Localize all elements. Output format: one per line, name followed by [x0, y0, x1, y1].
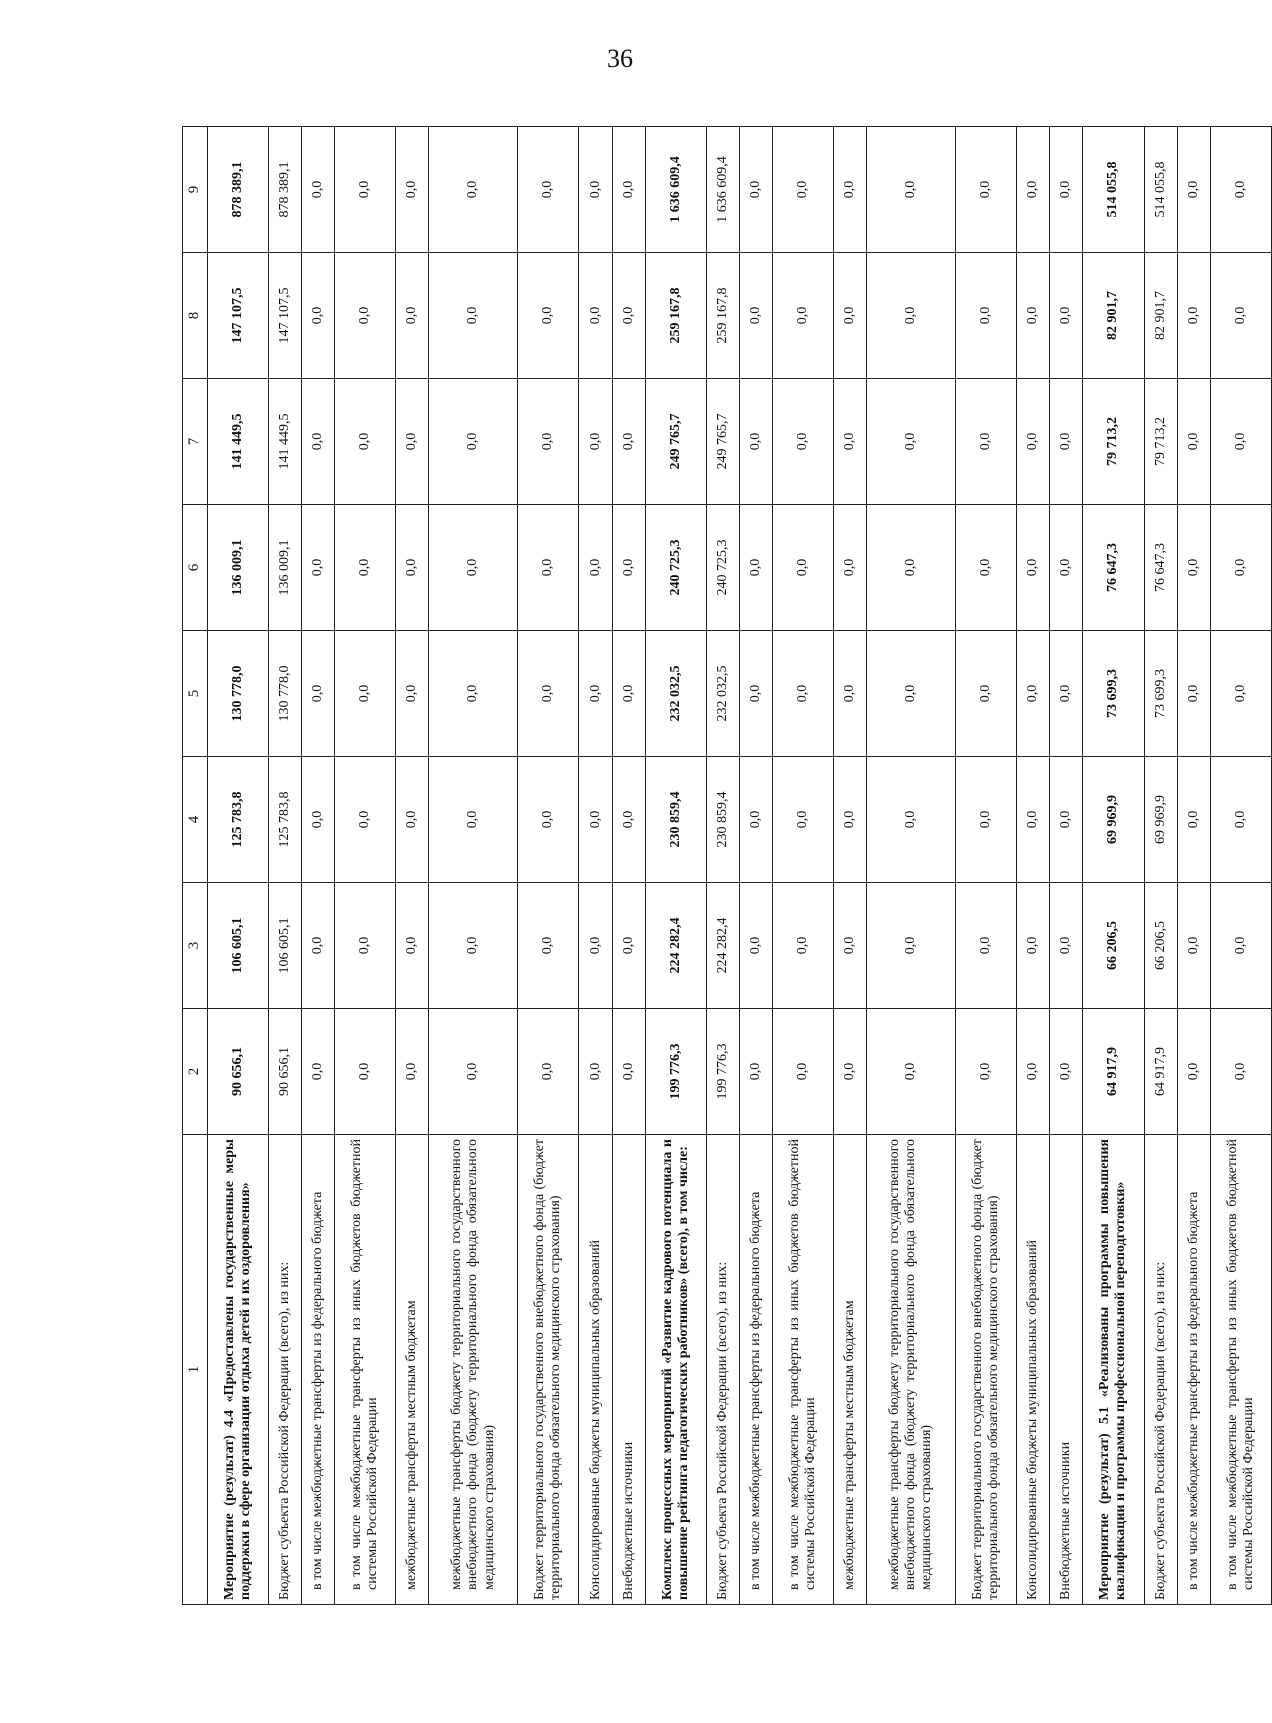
row-value-col-3: 0,0: [1210, 883, 1271, 1009]
row-value-col-4: 0,0: [335, 757, 396, 883]
row-value-col-8: 147 107,5: [208, 253, 269, 379]
row-value-col-4: 0,0: [518, 757, 579, 883]
row-label: Консолидированные бюджеты муниципальных образований: [1017, 1135, 1050, 1605]
row-value-col-6: 76 647,3: [1083, 505, 1144, 631]
table-header-row: [183, 127, 208, 1605]
row-value-col-5: 0,0: [518, 631, 579, 757]
row-value-col-3: 66 206,5: [1144, 883, 1177, 1009]
row-label: Внебюджетные источники: [612, 1135, 645, 1605]
row-value-col-4: 0,0: [739, 757, 772, 883]
row-value-col-8: 0,0: [956, 253, 1017, 379]
row-value-col-6: 0,0: [1017, 505, 1050, 631]
row-value-col-8: 0,0: [579, 253, 612, 379]
row-value-col-4: 230 859,4: [645, 757, 706, 883]
row-value-col-4: 230 859,4: [706, 757, 739, 883]
row-value-col-6: 0,0: [834, 505, 867, 631]
row-value-col-9: 1 636 609,4: [645, 127, 706, 253]
row-value-col-4: 0,0: [302, 757, 335, 883]
row-label: Мероприятие (результат) 5.1 «Реализованы программы повышения квалификации и программы профессиональной переподготовки»: [1083, 1135, 1144, 1605]
column-header: 8: [183, 253, 208, 379]
row-value-col-3: 0,0: [612, 883, 645, 1009]
table-row: [1177, 127, 1210, 1605]
row-value-col-5: 130 778,0: [208, 631, 269, 757]
row-value-col-8: 0,0: [773, 253, 834, 379]
row-value-col-4: 0,0: [834, 757, 867, 883]
row-value-col-3: 0,0: [396, 883, 429, 1009]
row-label: межбюджетные трансферты бюджету территориального государственного внебюджетного фонда (бюджету территориального фонда обязательного медицинского страхования): [429, 1135, 518, 1605]
row-value-col-5: 232 032,5: [706, 631, 739, 757]
row-value-col-3: 0,0: [518, 883, 579, 1009]
row-value-col-7: 0,0: [579, 379, 612, 505]
row-value-col-8: 0,0: [612, 253, 645, 379]
row-value-col-9: 0,0: [739, 127, 772, 253]
table-row: [269, 127, 302, 1605]
row-value-col-2: 0,0: [1177, 1009, 1210, 1135]
row-value-col-3: 66 206,5: [1083, 883, 1144, 1009]
row-value-col-7: 249 765,7: [645, 379, 706, 505]
table-row: [1083, 127, 1144, 1605]
row-value-col-9: 0,0: [396, 127, 429, 253]
row-value-col-5: 0,0: [1177, 631, 1210, 757]
row-value-col-8: 0,0: [1210, 253, 1271, 379]
row-value-col-2: 0,0: [396, 1009, 429, 1135]
row-value-col-9: 0,0: [1017, 127, 1050, 253]
row-value-col-7: 249 765,7: [706, 379, 739, 505]
column-header: 5: [183, 631, 208, 757]
row-value-col-7: 0,0: [834, 379, 867, 505]
row-value-col-3: 0,0: [579, 883, 612, 1009]
row-value-col-3: 0,0: [834, 883, 867, 1009]
row-value-col-9: 0,0: [867, 127, 956, 253]
row-value-col-5: 0,0: [302, 631, 335, 757]
row-value-col-6: 240 725,3: [706, 505, 739, 631]
row-value-col-6: 0,0: [518, 505, 579, 631]
row-value-col-6: 0,0: [956, 505, 1017, 631]
row-value-col-4: 0,0: [1177, 757, 1210, 883]
table-row: [867, 127, 956, 1605]
row-value-col-2: 64 917,9: [1144, 1009, 1177, 1135]
row-value-col-5: 0,0: [956, 631, 1017, 757]
row-value-col-3: 0,0: [867, 883, 956, 1009]
row-value-col-8: 0,0: [518, 253, 579, 379]
table-row: [429, 127, 518, 1605]
row-value-col-8: 0,0: [1050, 253, 1083, 379]
row-value-col-4: 0,0: [773, 757, 834, 883]
row-value-col-5: 73 699,3: [1083, 631, 1144, 757]
row-value-col-6: 0,0: [1050, 505, 1083, 631]
row-value-col-6: 136 009,1: [208, 505, 269, 631]
table-row: [396, 127, 429, 1605]
row-value-col-4: 0,0: [396, 757, 429, 883]
row-value-col-9: 0,0: [302, 127, 335, 253]
row-value-col-7: 79 713,2: [1144, 379, 1177, 505]
row-value-col-2: 0,0: [867, 1009, 956, 1135]
row-label: Мероприятие (результат) 4.4 «Предоставлены государственные меры поддержки в сфере организации отдыха детей и их оздоровления»: [208, 1135, 269, 1605]
column-header: 9: [183, 127, 208, 253]
table-row: [1210, 127, 1271, 1605]
table-row: [1017, 127, 1050, 1605]
column-header: 3: [183, 883, 208, 1009]
row-value-col-2: 0,0: [335, 1009, 396, 1135]
row-value-col-2: 64 917,9: [1083, 1009, 1144, 1135]
row-value-col-5: 0,0: [612, 631, 645, 757]
row-label: Бюджет территориального государственного внебюджетного фонда (бюджет территориального фонда обязательного медицинского страхования): [956, 1135, 1017, 1605]
row-value-col-2: 0,0: [1017, 1009, 1050, 1135]
column-header: 1: [183, 1135, 208, 1605]
row-value-col-4: 0,0: [867, 757, 956, 883]
row-label: в том числе межбюджетные трансферты из иных бюджетов бюджетной системы Российской Федерации: [335, 1135, 396, 1605]
table-row: [773, 127, 834, 1605]
table-row: [579, 127, 612, 1605]
row-value-col-5: 0,0: [579, 631, 612, 757]
row-value-col-7: 0,0: [867, 379, 956, 505]
row-value-col-5: 0,0: [834, 631, 867, 757]
row-value-col-3: 0,0: [302, 883, 335, 1009]
row-value-col-8: 0,0: [867, 253, 956, 379]
row-value-col-9: 0,0: [579, 127, 612, 253]
budget-table: [182, 126, 1272, 1605]
table-row: [335, 127, 396, 1605]
row-value-col-9: 0,0: [1210, 127, 1271, 253]
row-label: Комплекс процессных мероприятий «Развитие кадрового потенциала и повышение рейтинга педагогических работников» (всего), в том числе:: [645, 1135, 706, 1605]
row-value-col-9: 878 389,1: [269, 127, 302, 253]
row-value-col-6: 0,0: [1177, 505, 1210, 631]
row-value-col-8: 0,0: [834, 253, 867, 379]
row-value-col-2: 0,0: [739, 1009, 772, 1135]
row-value-col-9: 878 389,1: [208, 127, 269, 253]
row-value-col-4: 0,0: [956, 757, 1017, 883]
row-value-col-2: 0,0: [956, 1009, 1017, 1135]
row-label: Бюджет субъекта Российской Федерации (всего), из них:: [706, 1135, 739, 1605]
row-value-col-2: 0,0: [1050, 1009, 1083, 1135]
row-value-col-4: 0,0: [579, 757, 612, 883]
row-value-col-5: 0,0: [335, 631, 396, 757]
column-header: 4: [183, 757, 208, 883]
row-label: Бюджет субъекта Российской Федерации (всего), из них:: [1144, 1135, 1177, 1605]
row-value-col-7: 0,0: [429, 379, 518, 505]
row-value-col-3: 224 282,4: [706, 883, 739, 1009]
row-value-col-3: 106 605,1: [269, 883, 302, 1009]
row-value-col-6: 0,0: [612, 505, 645, 631]
row-value-col-6: 0,0: [396, 505, 429, 631]
row-value-col-7: 0,0: [956, 379, 1017, 505]
row-value-col-8: 0,0: [739, 253, 772, 379]
column-header: 2: [183, 1009, 208, 1135]
row-value-col-9: 0,0: [518, 127, 579, 253]
row-value-col-9: 0,0: [956, 127, 1017, 253]
row-value-col-7: 141 449,5: [208, 379, 269, 505]
table-row: [739, 127, 772, 1605]
row-value-col-8: 0,0: [429, 253, 518, 379]
row-value-col-2: 199 776,3: [645, 1009, 706, 1135]
row-value-col-3: 0,0: [956, 883, 1017, 1009]
row-value-col-5: 0,0: [867, 631, 956, 757]
row-value-col-3: 224 282,4: [645, 883, 706, 1009]
row-value-col-3: 0,0: [739, 883, 772, 1009]
row-value-col-2: 0,0: [612, 1009, 645, 1135]
row-value-col-7: 0,0: [1050, 379, 1083, 505]
row-value-col-6: 136 009,1: [269, 505, 302, 631]
row-label: Бюджет субъекта Российской Федерации (всего), из них:: [269, 1135, 302, 1605]
row-value-col-4: 125 783,8: [208, 757, 269, 883]
row-value-col-4: 0,0: [1050, 757, 1083, 883]
row-value-col-5: 0,0: [1017, 631, 1050, 757]
row-value-col-3: 0,0: [1050, 883, 1083, 1009]
row-value-col-6: 76 647,3: [1144, 505, 1177, 631]
row-value-col-7: 79 713,2: [1083, 379, 1144, 505]
row-label: межбюджетные трансферты бюджету территориального государственного внебюджетного фонда (бюджету территориального фонда обязательного медицинского страхования): [867, 1135, 956, 1605]
row-label: межбюджетные трансферты местным бюджетам: [396, 1135, 429, 1605]
row-label: в том числе межбюджетные трансферты из иных бюджетов бюджетной системы Российской Федерации: [773, 1135, 834, 1605]
row-value-col-2: 0,0: [834, 1009, 867, 1135]
row-value-col-6: 240 725,3: [645, 505, 706, 631]
table-row: [208, 127, 269, 1605]
row-value-col-7: 0,0: [1177, 379, 1210, 505]
row-value-col-4: 0,0: [612, 757, 645, 883]
row-value-col-5: 0,0: [773, 631, 834, 757]
table-body: [208, 127, 1272, 1605]
row-value-col-7: 141 449,5: [269, 379, 302, 505]
row-value-col-8: 0,0: [1017, 253, 1050, 379]
row-value-col-9: 0,0: [773, 127, 834, 253]
row-value-col-8: 0,0: [302, 253, 335, 379]
row-value-col-2: 0,0: [302, 1009, 335, 1135]
page-number: 36: [607, 44, 633, 73]
row-value-col-3: 0,0: [429, 883, 518, 1009]
column-header: 6: [183, 505, 208, 631]
row-value-col-6: 0,0: [579, 505, 612, 631]
row-value-col-3: 106 605,1: [208, 883, 269, 1009]
row-value-col-2: 0,0: [773, 1009, 834, 1135]
row-value-col-7: 0,0: [1210, 379, 1271, 505]
row-value-col-7: 0,0: [739, 379, 772, 505]
row-value-col-7: 0,0: [518, 379, 579, 505]
row-value-col-2: 0,0: [518, 1009, 579, 1135]
row-value-col-5: 0,0: [429, 631, 518, 757]
row-value-col-4: 0,0: [429, 757, 518, 883]
table-row: [645, 127, 706, 1605]
row-value-col-2: 0,0: [579, 1009, 612, 1135]
row-value-col-7: 0,0: [1017, 379, 1050, 505]
row-value-col-7: 0,0: [773, 379, 834, 505]
row-value-col-9: 514 055,8: [1083, 127, 1144, 253]
column-header: 7: [183, 379, 208, 505]
row-label: в том числе межбюджетные трансферты из федерального бюджета: [302, 1135, 335, 1605]
row-value-col-7: 0,0: [335, 379, 396, 505]
row-value-col-7: 0,0: [396, 379, 429, 505]
row-value-col-6: 0,0: [1210, 505, 1271, 631]
row-value-col-3: 0,0: [335, 883, 396, 1009]
row-value-col-4: 0,0: [1210, 757, 1271, 883]
table-row: [1050, 127, 1083, 1605]
row-label: в том числе межбюджетные трансферты из иных бюджетов бюджетной системы Российской Федерации: [1210, 1135, 1271, 1605]
row-value-col-8: 259 167,8: [645, 253, 706, 379]
row-value-col-6: 0,0: [429, 505, 518, 631]
row-value-col-6: 0,0: [739, 505, 772, 631]
row-value-col-5: 0,0: [1210, 631, 1271, 757]
row-value-col-5: 232 032,5: [645, 631, 706, 757]
row-value-col-4: 0,0: [1017, 757, 1050, 883]
table-row: [834, 127, 867, 1605]
row-label: в том числе межбюджетные трансферты из федерального бюджета: [739, 1135, 772, 1605]
row-value-col-2: 90 656,1: [208, 1009, 269, 1135]
row-value-col-8: 259 167,8: [706, 253, 739, 379]
row-value-col-9: 0,0: [612, 127, 645, 253]
row-value-col-3: 0,0: [773, 883, 834, 1009]
table-row: [302, 127, 335, 1605]
table-row: [612, 127, 645, 1605]
row-value-col-9: 0,0: [335, 127, 396, 253]
row-value-col-6: 0,0: [867, 505, 956, 631]
row-value-col-9: 0,0: [1177, 127, 1210, 253]
row-value-col-6: 0,0: [302, 505, 335, 631]
row-value-col-2: 0,0: [429, 1009, 518, 1135]
row-value-col-5: 73 699,3: [1144, 631, 1177, 757]
row-value-col-9: 0,0: [429, 127, 518, 253]
row-value-col-2: 90 656,1: [269, 1009, 302, 1135]
row-value-col-5: 0,0: [739, 631, 772, 757]
row-label: Внебюджетные источники: [1050, 1135, 1083, 1605]
row-value-col-8: 82 901,7: [1083, 253, 1144, 379]
row-value-col-6: 0,0: [773, 505, 834, 631]
row-value-col-7: 0,0: [612, 379, 645, 505]
row-value-col-4: 69 969,9: [1144, 757, 1177, 883]
row-label: межбюджетные трансферты местным бюджетам: [834, 1135, 867, 1605]
table-row: [518, 127, 579, 1605]
row-value-col-6: 0,0: [335, 505, 396, 631]
row-value-col-8: 147 107,5: [269, 253, 302, 379]
row-value-col-3: 0,0: [1177, 883, 1210, 1009]
row-value-col-9: 0,0: [834, 127, 867, 253]
row-value-col-8: 0,0: [396, 253, 429, 379]
row-value-col-5: 130 778,0: [269, 631, 302, 757]
row-value-col-9: 514 055,8: [1144, 127, 1177, 253]
row-value-col-4: 125 783,8: [269, 757, 302, 883]
row-value-col-2: 199 776,3: [706, 1009, 739, 1135]
row-value-col-8: 0,0: [335, 253, 396, 379]
row-value-col-8: 0,0: [1177, 253, 1210, 379]
table-row: [956, 127, 1017, 1605]
row-label: Консолидированные бюджеты муниципальных образований: [579, 1135, 612, 1605]
row-value-col-8: 82 901,7: [1144, 253, 1177, 379]
row-value-col-4: 69 969,9: [1083, 757, 1144, 883]
table-row: [1144, 127, 1177, 1605]
row-value-col-9: 1 636 609,4: [706, 127, 739, 253]
row-value-col-2: 0,0: [1210, 1009, 1271, 1135]
row-label: Бюджет территориального государственного внебюджетного фонда (бюджет территориального фонда обязательного медицинского страхования): [518, 1135, 579, 1605]
row-value-col-5: 0,0: [1050, 631, 1083, 757]
table-row: [706, 127, 739, 1605]
row-value-col-7: 0,0: [302, 379, 335, 505]
row-value-col-5: 0,0: [396, 631, 429, 757]
row-value-col-3: 0,0: [1017, 883, 1050, 1009]
row-label: в том числе межбюджетные трансферты из федерального бюджета: [1177, 1135, 1210, 1605]
rotated-table-container: [182, 127, 1272, 1605]
row-value-col-9: 0,0: [1050, 127, 1083, 253]
